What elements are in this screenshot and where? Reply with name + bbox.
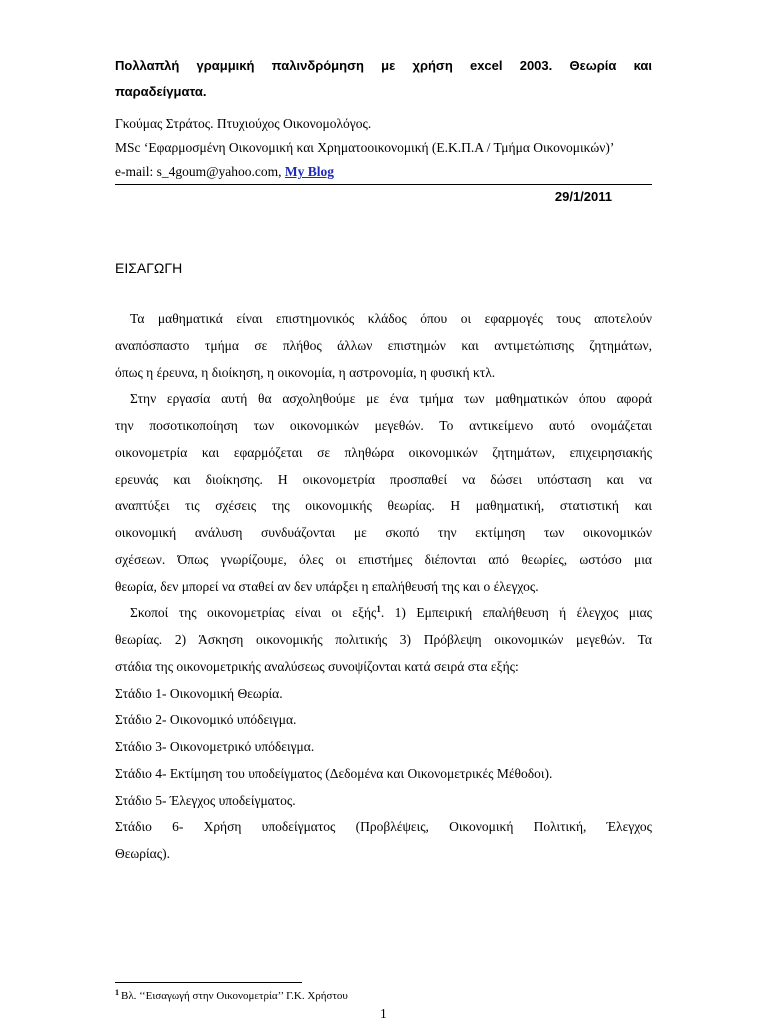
title-line: Πολλαπλή γραμμική παλινδρόμηση με χρήση excel 2003. Θεωρία και xyxy=(115,58,652,73)
section-heading: ΕΙΣΑΓΩΓΗ xyxy=(115,260,183,276)
stage-item: Στάδιο 3- Οικονομετρικό υπόδειγμα. xyxy=(115,739,315,754)
author-contact xyxy=(115,160,652,184)
text-line: στάδια της οικονομετρικής αναλύσεως συνοψίζονται κατά σειρά στα εξής: xyxy=(115,658,519,674)
document-body xyxy=(115,306,652,868)
text-line: την ποσοτικοποίηση των οικονομικών μεγεθών. Το αντικείμενο αυτό ονομάζεται xyxy=(115,418,652,433)
stage-item xyxy=(115,814,652,868)
stage-list xyxy=(115,681,652,868)
text-line: θεωρία, δεν μπορεί να σταθεί αν δεν υπάρξει η επαλήθευσή της και ο έλεγχος. xyxy=(115,578,539,594)
text-line: οικονομετρία και εφαρμόζεται σε πληθώρα οικονομικών ζητημάτων, επιχειρησιακής xyxy=(115,444,652,460)
footnote xyxy=(115,989,348,1003)
footnote-marker: 1 xyxy=(115,988,119,997)
email-text: e-mail: s_4goum@yahoo.com, xyxy=(115,164,282,179)
author-degree: MSc ‘Εφαρμοσμένη Οικονομική και Χρηματοοικονομική (Ε.Κ.Π.Α / Τμήμα Οικονομικών)’ xyxy=(115,140,615,155)
paragraph-aims xyxy=(115,600,652,680)
text-segment: Σκοποί της οικονομετρίας είναι οι εξής xyxy=(130,605,377,621)
text-line: οικονομική ανάλυση συνδυάζονται με σκοπό την εκτίμηση των οικονομικών xyxy=(115,525,652,540)
text-line: σχέσεων. Όπως γνωρίζουμε, όλες οι επιστήμες διέπονται από θεωρίες, ωστόσο μια xyxy=(115,551,652,567)
paragraph xyxy=(115,386,652,600)
header-divider xyxy=(115,184,652,185)
page-number: 1 xyxy=(380,1006,387,1021)
stage-item: Στάδιο 1- Οικονομική Θεωρία. xyxy=(115,685,283,701)
document-date: 29/1/2011 xyxy=(554,189,612,204)
paragraph xyxy=(115,306,652,386)
document-title xyxy=(115,53,652,105)
text-line: Στάδιο 6- Χρήση υποδείγματος (Προβλέψεις, Οικονομική Πολιτική, Έλεγχος xyxy=(115,819,652,835)
text-segment: . 1) Εμπειρική επαλήθευση ή έλεγχος μιας xyxy=(380,605,652,621)
text-line: όπως η έρευνα, η διοίκηση, η οικονομία, η αστρονομία, η φυσική κτλ. xyxy=(115,364,496,380)
text-line: Στην εργασία αυτή θα ασχοληθούμε με ένα τμήμα των μαθηματικών όπου αφορά xyxy=(130,391,652,407)
text-line: θεωρίας. 2) Άσκηση οικονομικής πολιτικής 3) Πρόβλεψη οικονομικών μεγεθών. Τα xyxy=(115,632,652,647)
author-name: Γκούμας Στράτος. Πτυχιούχος Οικονομολόγος. xyxy=(115,116,372,131)
stage-item: Στάδιο 2- Οικονομικό υπόδειγμα. xyxy=(115,712,297,728)
stage-item: Στάδιο 4- Εκτίμηση του υποδείγματος (Δεδομένα και Οικονομετρικές Μέθοδοι). xyxy=(115,765,553,781)
footnote-divider xyxy=(115,982,302,983)
text-line: αναπόσπαστο τμήμα σε πλήθος άλλων επιστημών και αντιμετώπισης ζητημάτων, xyxy=(115,337,652,353)
blog-link[interactable]: My Blog xyxy=(284,164,335,179)
author-block xyxy=(115,112,652,184)
text-line: Τα μαθηματικά είναι επιστημονικός κλάδος όπου οι εφαρμογές τους αποτελούν xyxy=(130,311,652,326)
title-line: παραδείγματα. xyxy=(115,84,207,99)
text-line: Θεωρίας). xyxy=(115,846,170,861)
stage-item: Στάδιο 5- Έλεγχος υποδείγματος. xyxy=(115,792,296,808)
footnote-text: Βλ. ‘‘Εισαγωγή στην Οικονομετρία’’ Γ.Κ. Χρήστου xyxy=(121,990,348,1002)
text-line: αναπτύξει τις σχέσεις της οικονομικής θεωρίας. Η μαθηματική, στατιστική και xyxy=(115,498,652,514)
text-line xyxy=(115,600,652,627)
footnote-reference: 1 xyxy=(376,604,381,615)
text-line: ερευνάς και διοίκησης. Η οικονομετρία προσπαθεί να δώσει υπόσταση και να xyxy=(115,471,652,487)
